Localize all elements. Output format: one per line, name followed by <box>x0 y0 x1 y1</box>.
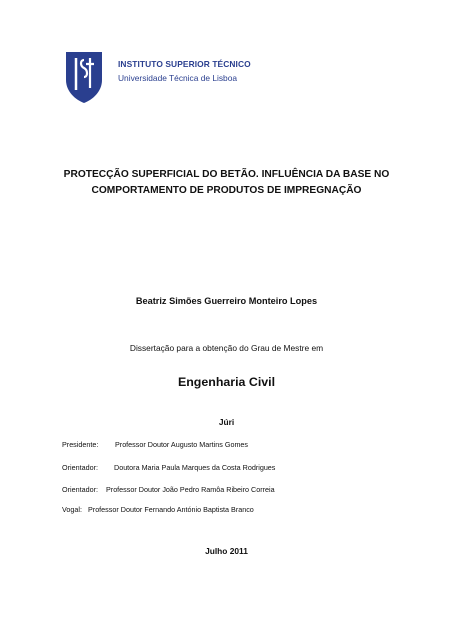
title-line-2: COMPORTAMENTO DE PRODUTOS DE IMPREGNAÇÃO <box>91 185 362 196</box>
jury-member <box>62 485 275 494</box>
university-name: Universidade Técnica de Lisboa <box>118 73 238 83</box>
submission-date: Julho 2011 <box>205 546 248 556</box>
institution-name: INSTITUTO SUPERIOR TÉCNICO <box>118 59 251 69</box>
jury-role: Vogal: <box>62 505 82 514</box>
thesis-title <box>20 167 433 199</box>
dissertation-statement: Dissertação para a obtenção do Grau de Mestre em <box>129 343 324 353</box>
jury-name: Professor Doutor João Pedro Ramôa Ribeiro Correia <box>106 485 275 494</box>
jury-heading: Júri <box>218 417 235 427</box>
institution-block <box>118 59 251 83</box>
jury-member <box>62 440 248 449</box>
jury-member <box>62 463 275 472</box>
ist-logo <box>64 50 104 104</box>
jury-role: Presidente: <box>62 440 99 449</box>
jury-role: Orientador: <box>62 463 98 472</box>
jury-member <box>62 505 254 514</box>
jury-role: Orientador: <box>62 485 98 494</box>
jury-name: Professor Doutor Fernando António Baptista Branco <box>88 505 254 514</box>
title-line-1: PROTECÇÃO SUPERFICIAL DO BETÃO. INFLUÊNCIA DA BASE NO <box>63 169 390 180</box>
degree-name: Engenharia Civil <box>177 375 276 389</box>
author-name: Beatriz Simões Guerreiro Monteiro Lopes <box>135 296 318 306</box>
jury-name: Professor Doutor Augusto Martins Gomes <box>115 440 249 449</box>
jury-name: Doutora Maria Paula Marques da Costa Rodrigues <box>114 463 276 472</box>
